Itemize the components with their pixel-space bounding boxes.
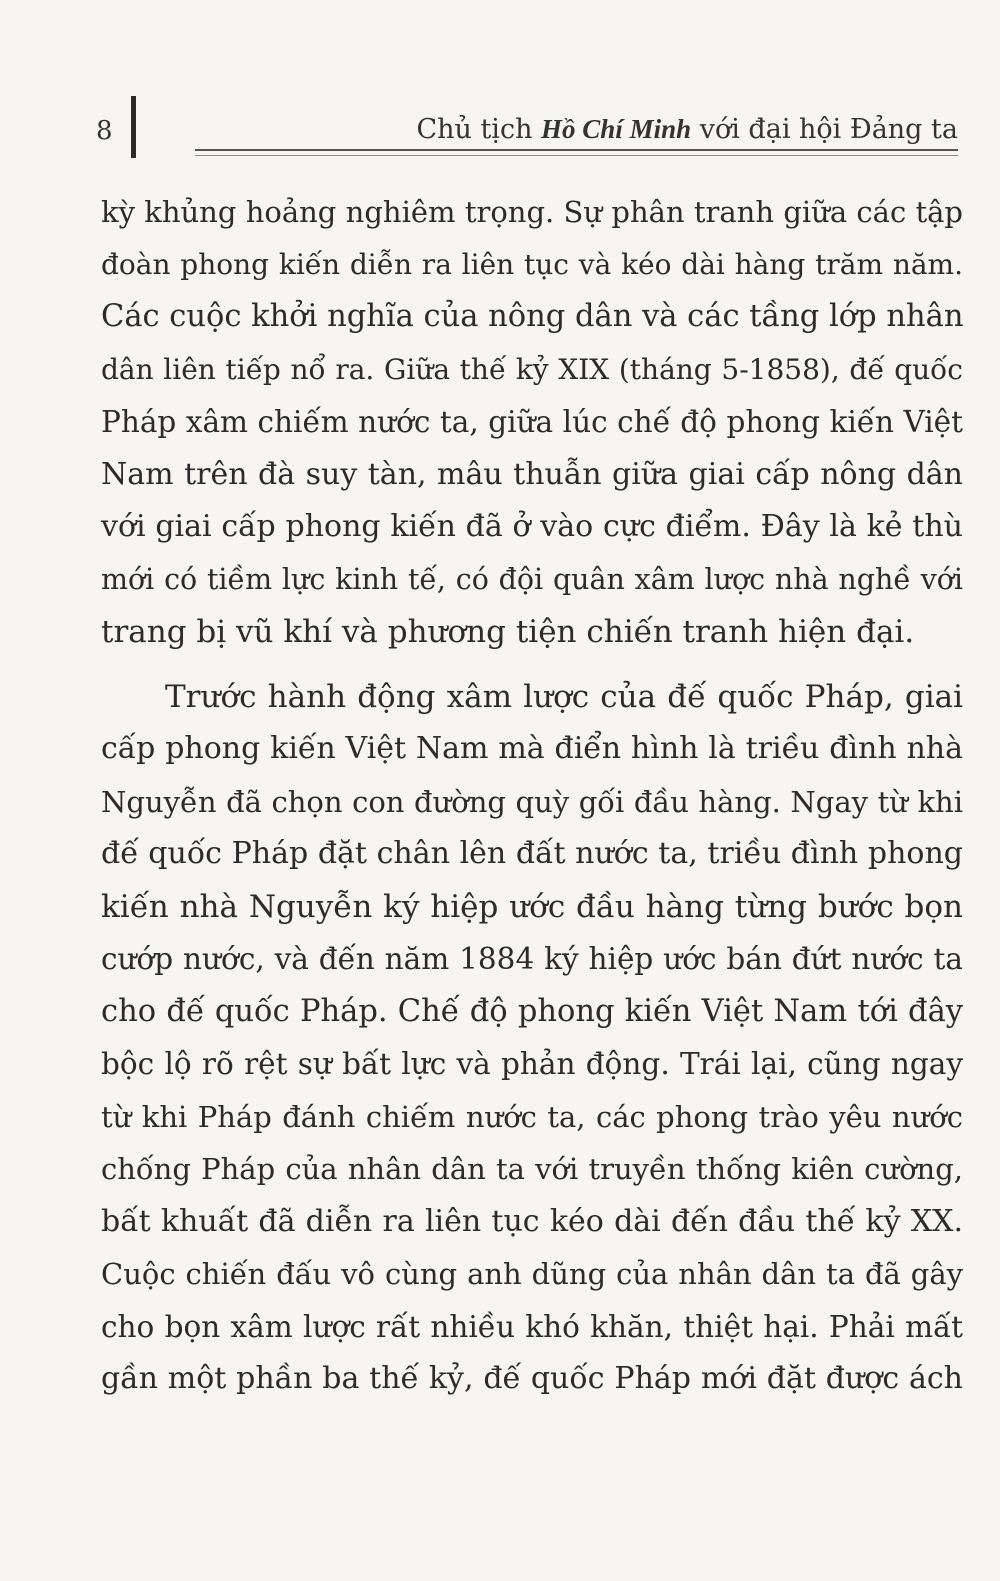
text-line: bộc lộ rõ rệt sự bất lực và phản động. Trái lại, cũng ngay [101,1047,963,1081]
text-line: đoàn phong kiến diễn ra liên tục và kéo dài hàng trăm năm. [101,247,963,281]
running-head-name: Hồ Chí Minh [541,114,692,144]
text-line: gần một phần ba thế kỷ, đế quốc Pháp mới đặt được ách [101,1361,963,1396]
text-line: với giai cấp phong kiến đã ở vào cực điểm. Đây là kẻ thù [101,509,963,544]
text-line: bất khuất đã diễn ra liên tục kéo dài đến đầu thế kỷ XX. [101,1203,963,1239]
body-text [101,186,963,1406]
text-line: Nguyễn đã chọn con đường quỳ gối đầu hàng. Ngay từ khi [101,784,963,819]
page-number: 8 [96,116,113,146]
text-line: Nam trên đà suy tàn, mâu thuẫn giữa giai cấp nông dân [101,456,963,492]
text-line: cướp nước, và đến năm 1884 ký hiệp ước bán đứt nước ta [101,942,963,976]
page-header [0,0,1000,170]
text-line: cấp phong kiến Việt Nam mà điển hình là triều đình nhà [101,731,963,766]
text-line: Pháp xâm chiếm nước ta, giữa lúc chế độ phong kiến Việt [101,405,963,439]
running-head [416,113,958,146]
paragraph-1 [101,186,963,659]
header-vertical-bar [131,96,136,158]
text-line: Cuộc chiến đấu vô cùng anh dũng của nhân dân ta đã gây [101,1257,963,1291]
text-line: Các cuộc khởi nghĩa của nông dân và các tầng lớp nhân [101,299,964,334]
paragraph-gap [101,659,963,671]
text-line: chống Pháp của nhân dân ta với truyền thống kiên cường, [101,1152,963,1186]
paragraph-2 [101,671,963,1406]
header-rule-thin [195,155,958,156]
header-rule-thick [195,149,958,151]
text-line: dân liên tiếp nổ ra. Giữa thế kỷ XIX (tháng 5-1858), đế quốc [101,352,963,386]
text-line: cho bọn xâm lược rất nhiều khó khăn, thiệt hại. Phải mất [101,1309,963,1344]
text-line: kiến nhà Nguyễn ký hiệp ước đầu hàng từng bước bọn [101,888,963,925]
text-line: mới có tiềm lực kinh tế, có đội quân xâm lược nhà nghề với [101,562,963,596]
running-head-prefix: Chủ tịch [416,114,542,145]
text-line: Trước hành động xâm lược của đế quốc Pháp, giai [165,678,963,715]
text-line: đế quốc Pháp đặt chân lên đất nước ta, triều đình phong [101,836,963,871]
text-line: trang bị vũ khí và phương tiện chiến tranh hiện đại. [101,614,915,650]
text-line: cho đế quốc Pháp. Chế độ phong kiến Việt Nam tới đây [101,993,963,1029]
text-line: kỳ khủng hoảng nghiêm trọng. Sự phân tranh giữa các tập [101,195,963,229]
running-head-suffix: với đại hội Đảng ta [691,114,958,145]
text-line: từ khi Pháp đánh chiếm nước ta, các phong trào yêu nước [101,1099,963,1134]
